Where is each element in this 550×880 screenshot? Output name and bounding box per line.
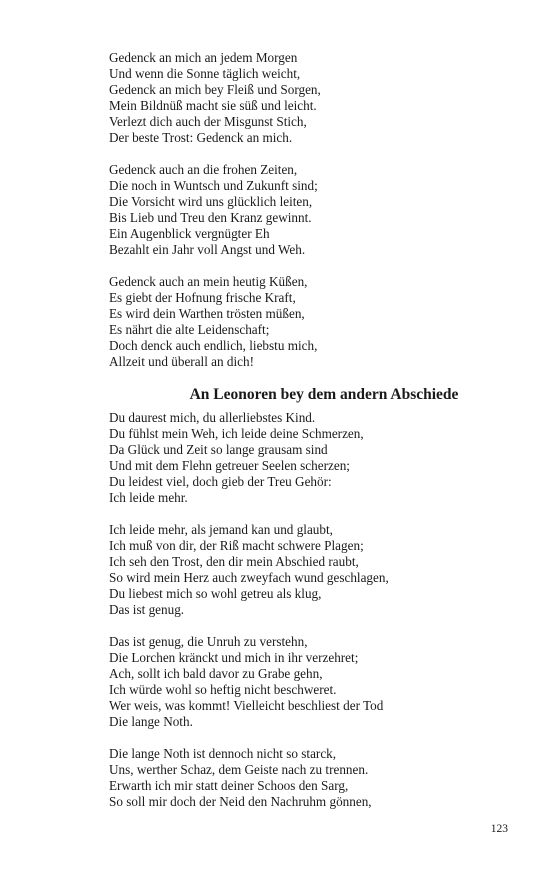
- verse-line: Doch denck auch endlich, liebstu mich,: [109, 338, 318, 353]
- verse-line: Und wenn die Sonne täglich weicht,: [109, 66, 301, 81]
- verse-line: Und mit dem Flehn getreuer Seelen scherzen;: [109, 458, 350, 473]
- verse-line: Bezahlt ein Jahr voll Angst und Weh.: [109, 242, 306, 257]
- stanza: [109, 410, 489, 506]
- verse-line: So soll mir doch der Neid den Nachruhm gönnen,: [109, 794, 372, 809]
- verse-line: Der beste Trost: Gedenck an mich.: [109, 130, 293, 145]
- verse-line: Ein Augenblick vergnügter Eh: [109, 226, 270, 241]
- verse-line: Es nährt die alte Leidenschaft;: [109, 322, 270, 337]
- verse-line: Ich seh den Trost, den dir mein Abschied raubt,: [109, 554, 359, 569]
- text-block: [109, 50, 489, 826]
- poem-title: An Leonoren bey dem andern Abschiede: [189, 386, 459, 403]
- verse-line: Es giebt der Hofnung frische Kraft,: [109, 290, 296, 305]
- verse-line: Ich leide mehr, als jemand kan und glaubt,: [109, 522, 333, 537]
- poem-an-leonoren: [109, 410, 489, 810]
- verse-line: Die lange Noth.: [109, 714, 193, 729]
- verse-line: Du fühlst mein Weh, ich leide deine Schmerzen,: [109, 426, 364, 441]
- stanza: [109, 50, 489, 146]
- verse-line: Gedenck auch an die frohen Zeiten,: [109, 162, 298, 177]
- stanza: [109, 274, 489, 370]
- verse-line: Gedenck an mich bey Fleiß und Sorgen,: [109, 82, 321, 97]
- verse-line: Das ist genug, die Unruh zu verstehn,: [109, 634, 308, 649]
- verse-line: Allzeit und überall an dich!: [109, 354, 255, 369]
- page-number: 123: [490, 823, 508, 835]
- verse-line: Gedenck an mich an jedem Morgen: [109, 50, 298, 65]
- poem-gedenck-an-mich: [109, 50, 489, 370]
- verse-line: Ich würde wohl so heftig nicht beschweret.: [109, 682, 337, 697]
- verse-line: Ich muß von dir, der Riß macht schwere Plagen;: [109, 538, 364, 553]
- verse-line: Die lange Noth ist dennoch nicht so starck,: [109, 746, 337, 761]
- verse-line: Ich leide mehr.: [109, 490, 188, 505]
- verse-line: Bis Lieb und Treu den Kranz gewinnt.: [109, 210, 312, 225]
- verse-line: Mein Bildnüß macht sie süß und leicht.: [109, 98, 317, 113]
- verse-line: Ach, sollt ich bald davor zu Grabe gehn,: [109, 666, 323, 681]
- stanza: [109, 634, 489, 730]
- verse-line: Du liebest mich so wohl getreu als klug,: [109, 586, 322, 601]
- verse-line: Die noch in Wuntsch und Zukunft sind;: [109, 178, 318, 193]
- verse-line: Gedenck auch an mein heutig Küßen,: [109, 274, 308, 289]
- verse-line: Die Lorchen kränckt und mich in ihr verzehret;: [109, 650, 359, 665]
- verse-line: Wer weis, was kommt! Vielleicht beschliest der Tod: [109, 698, 384, 713]
- verse-line: So wird mein Herz auch zweyfach wund geschlagen,: [109, 570, 389, 585]
- stanza: [109, 746, 489, 810]
- verse-line: Es wird dein Warthen trösten müßen,: [109, 306, 305, 321]
- verse-line: Du leidest viel, doch gieb der Treu Gehör:: [109, 474, 332, 489]
- verse-line: Das ist genug.: [109, 602, 185, 617]
- verse-line: Erwarth ich mir statt deiner Schoos den Sarg,: [109, 778, 349, 793]
- verse-line: Du daurest mich, du allerliebstes Kind.: [109, 410, 316, 425]
- verse-line: Verlezt dich auch der Misgunst Stich,: [109, 114, 307, 129]
- verse-line: Da Glück und Zeit so lange grausam sind: [109, 442, 328, 457]
- stanza: [109, 522, 489, 618]
- verse-line: Uns, werther Schaz, dem Geiste nach zu trennen.: [109, 762, 369, 777]
- verse-line: Die Vorsicht wird uns glücklich leiten,: [109, 194, 313, 209]
- stanza: [109, 162, 489, 258]
